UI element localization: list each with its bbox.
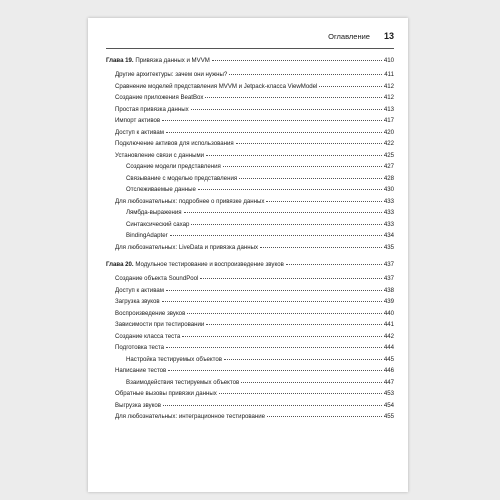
dot-leader — [184, 212, 382, 213]
chapter-title: Модульное тестирование и воспроизведение звуков — [135, 261, 284, 268]
toc-subentry — [106, 379, 394, 391]
toc-entry — [106, 367, 394, 379]
toc-page-number: 417 — [383, 117, 394, 124]
toc-entry-title: Настройка тестируемых объектов — [126, 355, 223, 363]
toc-entry-title: Зависимости при тестировании — [115, 321, 205, 328]
toc-subentry — [106, 209, 394, 221]
toc-page-number: 438 — [383, 286, 394, 294]
dot-leader — [229, 74, 382, 75]
toc-chapter — [106, 57, 394, 69]
book-page — [88, 18, 408, 492]
toc-page-number: 454 — [383, 401, 394, 409]
toc-entry-title — [106, 57, 210, 64]
table-of-contents — [106, 57, 394, 425]
dot-leader — [163, 405, 382, 406]
dot-leader — [166, 347, 382, 348]
toc-page-number: 446 — [383, 367, 394, 374]
dot-leader — [166, 290, 382, 291]
toc-entry-title: Выгрузка звуков — [115, 401, 162, 409]
toc-entry — [106, 310, 394, 322]
toc-entry-title: Написание тестов — [115, 367, 167, 374]
toc-entry-title: Другие архитектуры: зачем они нужны? — [115, 71, 228, 78]
toc-subentry — [106, 186, 394, 198]
toc-entry — [106, 140, 394, 152]
toc-entry — [106, 298, 394, 310]
toc-entry — [106, 198, 394, 210]
dot-leader — [162, 120, 382, 121]
dot-leader — [205, 97, 381, 98]
chapter-label: Глава 20. — [106, 261, 134, 268]
toc-entry-title: Установление связи с данными — [115, 151, 205, 159]
toc-page-number: 412 — [383, 82, 394, 90]
toc-entry-title: Подключение активов для использования — [115, 140, 234, 147]
dot-leader — [166, 132, 382, 133]
toc-chapter — [106, 261, 394, 273]
dot-leader — [162, 301, 382, 302]
toc-page-number: 445 — [383, 355, 394, 363]
toc-entry — [106, 106, 394, 118]
dot-leader — [266, 201, 381, 202]
toc-page-number: 453 — [383, 390, 394, 397]
toc-page-number: 412 — [383, 94, 394, 101]
toc-entry-title: Доступ к активам — [115, 128, 164, 136]
toc-entry-title: Загрузка звуков — [115, 298, 160, 305]
toc-subentry — [106, 356, 394, 368]
dot-leader — [182, 336, 382, 337]
toc-entry-title: Обратные вызовы привязки данных — [115, 390, 217, 397]
toc-entry — [106, 390, 394, 402]
toc-page-number: 430 — [383, 186, 394, 193]
dot-leader — [224, 359, 382, 360]
toc-subentry — [106, 232, 394, 244]
toc-entry — [106, 321, 394, 333]
toc-entry — [106, 333, 394, 345]
dot-leader — [241, 382, 382, 383]
toc-entry-title: Для любознательных: подробнее о привязке данных — [115, 197, 265, 205]
toc-entry — [106, 152, 394, 164]
toc-page-number: 433 — [383, 197, 394, 205]
toc-entry-title: Доступ к активам — [115, 286, 164, 294]
running-head — [106, 31, 394, 45]
toc-entry — [106, 344, 394, 356]
toc-entry — [106, 413, 394, 425]
chapter-title: Привязка данных и MVVM — [135, 57, 210, 64]
toc-page-number: 411 — [384, 71, 394, 78]
toc-page-number: 439 — [383, 298, 394, 305]
toc-page-number: 433 — [383, 209, 394, 216]
toc-entry-title: Для любознательных: LiveData и привязка данных — [115, 243, 259, 251]
toc-page-number: 455 — [383, 413, 394, 420]
dot-leader — [206, 324, 382, 325]
toc-page-number: 442 — [383, 332, 394, 340]
toc-page-number: 435 — [383, 243, 394, 251]
toc-page-number: 410 — [383, 57, 394, 64]
toc-entry — [106, 71, 394, 83]
toc-entry-title: Отслеживаемые данные — [126, 186, 196, 193]
toc-subentry — [106, 221, 394, 233]
toc-page-number: 444 — [383, 344, 394, 351]
toc-entry-title: BindingAdapter — [126, 232, 168, 239]
dot-leader — [267, 416, 382, 417]
dot-leader — [319, 86, 381, 87]
toc-page-number: 427 — [383, 163, 394, 170]
toc-entry-title: Сравнение моделей представления MVVM и Jetpack-класса ViewModel — [115, 82, 318, 90]
toc-entry-title: Подготовка теста — [115, 344, 165, 351]
toc-entry-title: Создание модели представления — [126, 163, 221, 170]
toc-entry-title: Лямбда-выражения — [126, 209, 182, 216]
toc-page-number: 433 — [383, 220, 394, 228]
dot-leader — [168, 370, 382, 371]
dot-leader — [200, 278, 381, 279]
toc-page-number: 428 — [383, 174, 394, 182]
dot-leader — [223, 166, 382, 167]
toc-entry-title: Создание объекта SoundPool — [115, 275, 199, 282]
toc-subentry — [106, 163, 394, 175]
dot-leader — [170, 235, 382, 236]
toc-subentry — [106, 175, 394, 187]
toc-entry — [106, 129, 394, 141]
toc-page-number: 422 — [383, 140, 394, 147]
toc-entry-title: Создание приложения BeatBox — [115, 94, 204, 101]
toc-entry-title: Простая привязка данных — [115, 105, 189, 113]
toc-entry-title: Создание класса теста — [115, 332, 181, 340]
toc-page-number: 447 — [383, 378, 394, 386]
toc-entry-title: Взаимодействия тестируемых объектов — [126, 378, 240, 386]
toc-page-number: 420 — [383, 128, 394, 136]
dot-leader — [260, 247, 382, 248]
toc-page-number: 425 — [383, 151, 394, 159]
toc-entry-title: Для любознательных: интеграционное тестирование — [115, 413, 266, 420]
toc-entry — [106, 117, 394, 129]
dot-leader — [187, 313, 382, 314]
toc-page-number: 413 — [383, 105, 394, 113]
running-head-title: Оглавление — [328, 32, 370, 41]
toc-page-number: 440 — [383, 309, 394, 317]
toc-page-number: 437 — [383, 275, 394, 282]
toc-entry-title: Импорт активов — [115, 117, 161, 124]
dot-leader — [239, 178, 382, 179]
toc-entry — [106, 94, 394, 106]
toc-entry — [106, 287, 394, 299]
toc-entry — [106, 244, 394, 256]
dot-leader — [191, 109, 382, 110]
dot-leader — [212, 60, 382, 61]
toc-page-number: 437 — [383, 261, 394, 268]
dot-leader — [236, 143, 382, 144]
dot-leader — [198, 189, 382, 190]
dot-leader — [191, 224, 381, 225]
header-rule — [106, 48, 394, 49]
toc-page-number: 441 — [383, 321, 394, 328]
page-number: 13 — [383, 31, 394, 41]
toc-entry — [106, 275, 394, 287]
toc-entry-title: Связывание с моделью представления — [126, 174, 238, 182]
toc-entry-title — [106, 261, 284, 268]
toc-entry-title: Синтаксический сахар — [126, 220, 190, 228]
chapter-label: Глава 19. — [106, 57, 134, 64]
toc-entry — [106, 83, 394, 95]
toc-entry-title: Воспроизведение звуков — [115, 309, 186, 317]
dot-leader — [219, 393, 382, 394]
dot-leader — [206, 155, 382, 156]
toc-entry — [106, 402, 394, 414]
toc-page-number: 434 — [383, 232, 394, 239]
dot-leader — [286, 264, 382, 265]
